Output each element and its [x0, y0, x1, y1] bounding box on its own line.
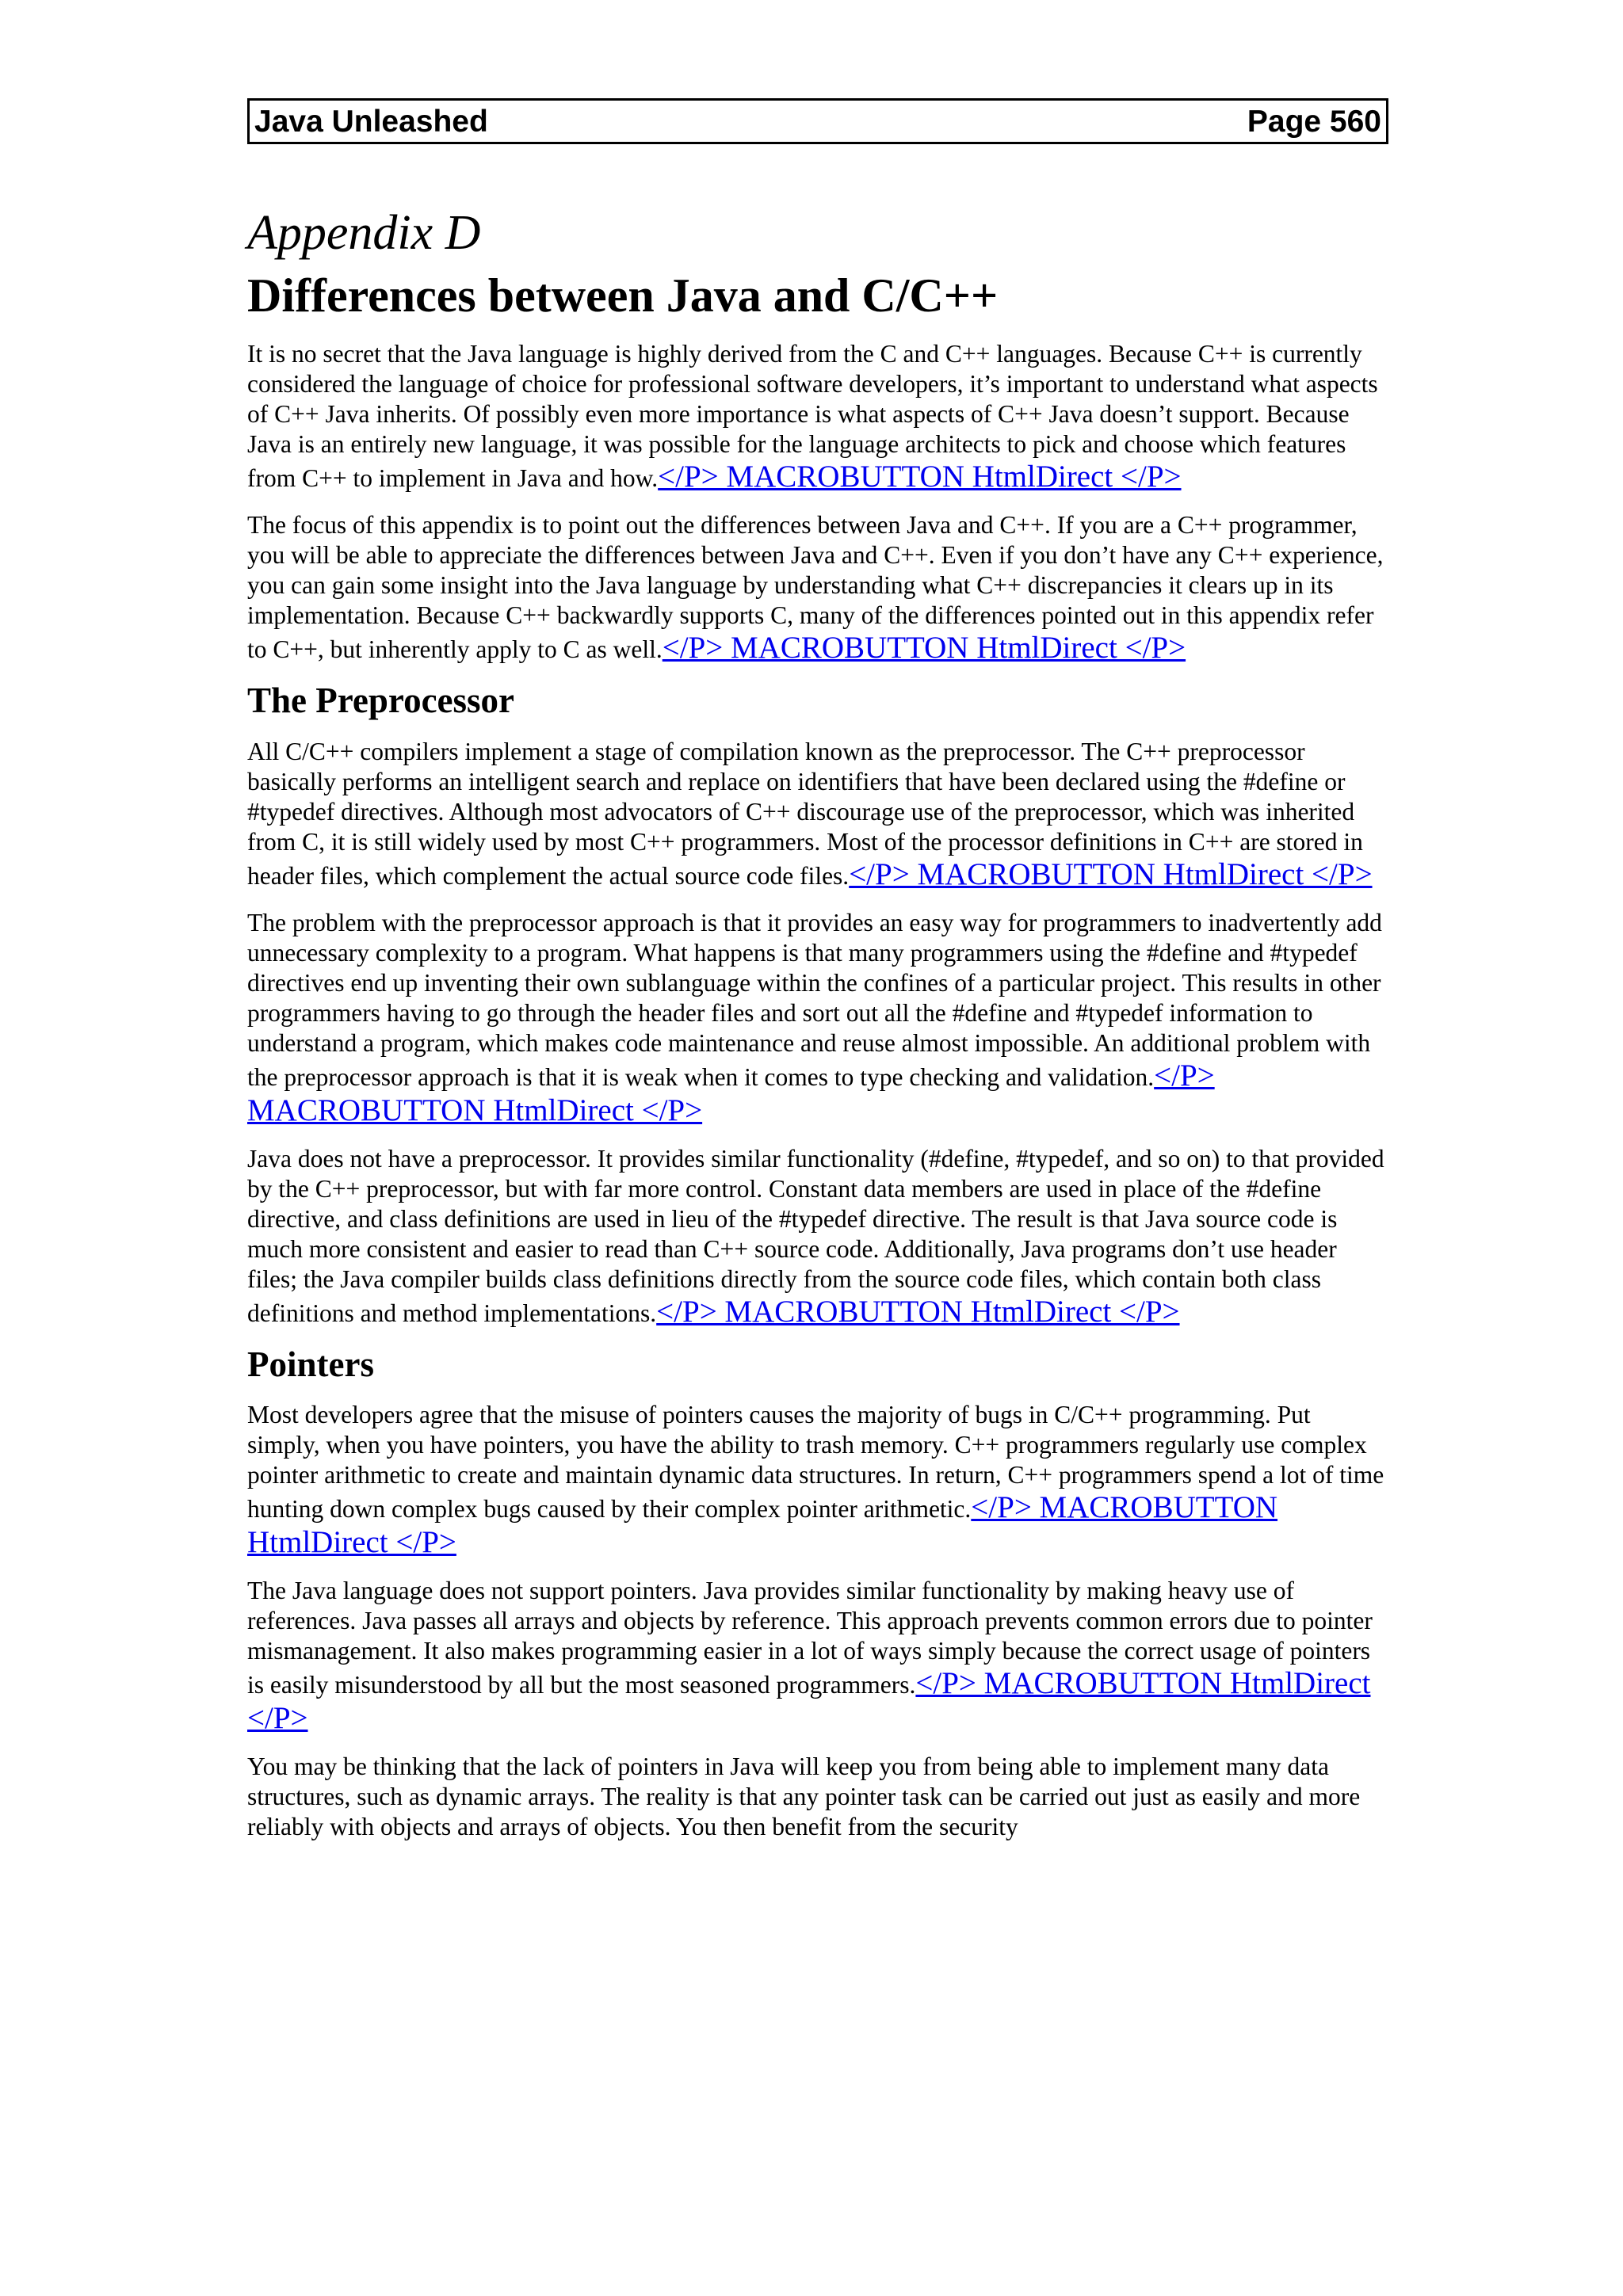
macrobutton-link[interactable]: </P> MACROBUTTON HtmlDirect </P> [849, 856, 1373, 891]
paragraph-text: The focus of this appendix is to point out the differences between Java and C++. If you are a C++ programmer, you will be able to appreciate the differences between Java and C++. Even if you don’t have any C++ experience, you can gain some insight into the Java language by understanding what C++ discrepancies it clears up in its implementation. Because C++ backwardly supports C, many of the differences pointed out in this appendix refer to C++, but inherently apply to C as well. [247, 511, 1384, 664]
paragraph [247, 1400, 1388, 1560]
paragraph [247, 510, 1388, 666]
appendix-label: Appendix D [247, 206, 481, 260]
page-number: Page 560 [1247, 104, 1381, 139]
macrobutton-link[interactable]: </P> MACROBUTTON HtmlDirect </P> [247, 1058, 1215, 1127]
paragraph-text: Most developers agree that the misuse of pointers causes the majority of bugs in C/C++ programming. Put simply, when you have pointers, you have the ability to trash memory. C++ programmers regularly use complex pointer arithmetic to create and maintain dynamic data structures. In return, C++ programmers spend a lot of time hunting down complex bugs caused by their complex pointer arithmetic. [247, 1401, 1384, 1524]
chapter-title: Differences between Java and C/C++ [247, 269, 999, 322]
document-body [247, 339, 1388, 1842]
macrobutton-link[interactable]: </P> MACROBUTTON HtmlDirect </P> [247, 1666, 1371, 1736]
paragraph-text: It is no secret that the Java language is highly derived from the C and C++ languages. Because C++ is currently considered the language of choice for professional software developers, it’s important to understand what aspects of C++ Java inherits. Of possibly even more importance is what aspects of C++ Java doesn’t support. Because Java is an entirely new language, it was possible for the language architects to pick and choose which features from C++ to implement in Java and how. [247, 340, 1378, 493]
paragraph [247, 737, 1388, 892]
paragraph [247, 339, 1388, 494]
paragraph [247, 1752, 1388, 1842]
paragraph [247, 1576, 1388, 1736]
document-page [247, 98, 1388, 1858]
paragraph-text: The problem with the preprocessor approach is that it provides an easy way for programmers to inadvertently add unnecessary complexity to a program. What happens is that many programmers using the #define and #typedef directives end up inventing their own sublanguage within the confines of a particular project. This results in other programmers having to go through the header files and sort out all the #define and #typedef information to understand a program, which makes code maintenance and reuse almost impossible. An additional problem with the preprocessor approach is that it is weak when it comes to type checking and validation. [247, 908, 1382, 1091]
running-header [247, 98, 1388, 144]
macrobutton-link[interactable]: </P> MACROBUTTON HtmlDirect </P> [656, 1294, 1180, 1329]
paragraph [247, 908, 1388, 1128]
section-heading: Pointers [247, 1344, 374, 1384]
macrobutton-link[interactable]: </P> MACROBUTTON HtmlDirect </P> [247, 1490, 1278, 1560]
book-title: Java Unleashed [254, 104, 488, 139]
paragraph [247, 1144, 1388, 1329]
paragraph-text: You may be thinking that the lack of pointers in Java will keep you from being able to implement many data structures, such as dynamic arrays. The reality is that any pointer task can be carried out just as easily and more reliably with objects and arrays of objects. You then benefit from the security [247, 1753, 1361, 1841]
section-heading: The Preprocessor [247, 681, 515, 721]
paragraph-text: The Java language does not support pointers. Java provides similar functionality by making heavy use of references. Java passes all arrays and objects by reference. This approach prevents common errors due to pointer mismanagement. It also makes programming easier in a lot of ways simply because the correct usage of pointers is easily misunderstood by all but the most seasoned programmers. [247, 1577, 1373, 1699]
paragraph-text: Java does not have a preprocessor. It provides similar functionality (#define, #typedef, and so on) to that provided by the C++ preprocessor, but with far more control. Constant data members are used in place of the #define directive, and class definitions are used in lieu of the #typedef directive. The result is that Java source code is much more consistent and easier to read than C++ source code. Additionally, Java programs don’t use header files; the Java compiler builds class definitions directly from the source code files, which contain both class definitions and method implementations. [247, 1144, 1384, 1327]
macrobutton-link[interactable]: </P> MACROBUTTON HtmlDirect </P> [662, 631, 1186, 666]
macrobutton-link[interactable]: </P> MACROBUTTON HtmlDirect </P> [658, 460, 1182, 494]
paragraph-text: All C/C++ compilers implement a stage of compilation known as the preprocessor. The C++ preprocessor basically performs an intelligent search and replace on identifiers that have been declared using the #define or #typedef directives. Although most advocators of C++ discourage use of the preprocessor, which was inherited from C, it is still widely used by most C++ programmers. Most of the processor definitions in C++ are stored in header files, which complement the actual source code files. [247, 737, 1363, 890]
